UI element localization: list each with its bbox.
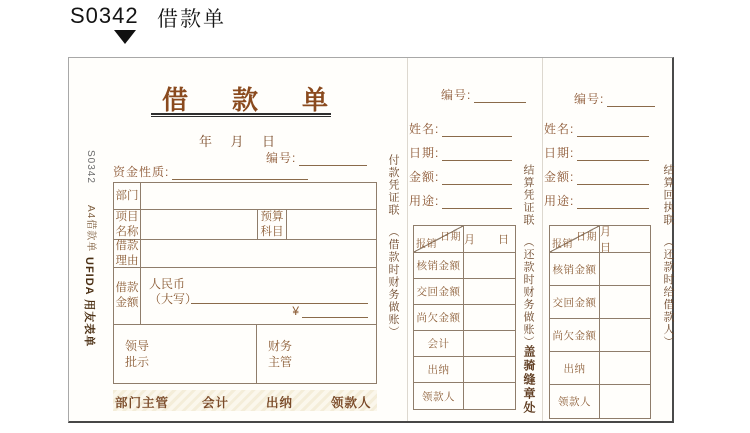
loan-detail-table (113, 182, 377, 384)
spine-form-code: S0342 (85, 150, 96, 184)
table-row: 尚欠金额 (550, 319, 650, 352)
leader-approval-cell: 领导批示 (114, 325, 257, 383)
serial-field: 编号: (266, 149, 367, 166)
right-name-field: 姓名: (544, 120, 649, 137)
spine-product-name: A4借款单 (85, 205, 96, 253)
input-cell (464, 383, 515, 409)
fund-nature-field: 资金性质: (113, 163, 308, 180)
mid-name-field: 姓名: (409, 120, 512, 137)
left-stub-text: 付款凭证联（借款时财务做账） (387, 154, 399, 338)
amount-label: 借款金额 (114, 268, 141, 324)
mid-stub-text: 结算凭证联（还款时财务做账） (522, 164, 534, 348)
riding-seal-text: 盖骑缝章处 (522, 345, 536, 415)
table-row (414, 226, 515, 253)
perforation-line-2 (542, 58, 543, 421)
table-row: 出纳 (550, 352, 650, 385)
table-row (114, 183, 376, 210)
month-day-header: 月 日 (600, 226, 634, 254)
form-title: 借款单 (161, 85, 372, 115)
mid-settlement-table (413, 225, 516, 410)
spine-brand-logo: UFIDA 用友表单 (83, 257, 95, 348)
date-month-label: 月 (230, 134, 244, 149)
input-cell (464, 357, 515, 382)
page-header-title: 借款单 (157, 8, 226, 31)
sig-dept-manager: 部门主管 (115, 396, 170, 410)
table-row: 领款人 (414, 383, 515, 409)
amount-input-cell (141, 268, 376, 324)
project-label: 项目名称 (114, 210, 141, 239)
input-cell (600, 385, 650, 418)
mid-serial-blank-line (474, 92, 526, 103)
table-row (550, 226, 650, 253)
reason-label: 借款理由 (114, 240, 141, 267)
table-row (114, 210, 376, 240)
input-cell (600, 253, 650, 285)
table-row (114, 268, 376, 325)
sig-cashier: 出纳 (266, 396, 294, 410)
serial-blank-line (299, 155, 367, 166)
perforation-line-1 (407, 58, 408, 421)
date-year-label: 年 (199, 134, 213, 149)
table-row (114, 240, 376, 268)
budget-input-cell (287, 210, 376, 239)
table-row: 会计 (414, 331, 515, 357)
table-row: 核销金额 (550, 253, 650, 286)
right-serial-field: 编号: (574, 90, 655, 107)
table-row: 核销金额 (414, 253, 515, 279)
project-input-cell (141, 210, 257, 239)
down-triangle-icon (114, 30, 136, 44)
table-row: 交回金额 (414, 279, 515, 305)
sig-accountant: 会计 (202, 396, 230, 410)
yuan-symbol: ¥ (292, 304, 299, 318)
budget-label: 预算科目 (257, 210, 287, 239)
right-stub-text: 结算回执联（还款时给借款人） (662, 164, 674, 348)
input-cell (600, 286, 650, 318)
table-row: 出纳 (414, 357, 515, 383)
mid-purpose-field: 用途: (409, 192, 512, 209)
month-day-header: 月 日 (464, 234, 515, 246)
diagonal-header-cell: 日期 报销 (414, 226, 464, 252)
amount-words-label-2: （大写） (149, 292, 198, 306)
amount-words-label-1: 人民币 (149, 277, 186, 291)
right-serial-blank-line (607, 96, 655, 107)
diagonal-header-cell: 日期 报销 (550, 226, 600, 252)
input-cell (464, 305, 515, 330)
input-cell (464, 253, 515, 278)
signature-strip (113, 390, 377, 411)
input-cell (464, 279, 515, 304)
right-date-field: 日期: (544, 144, 649, 161)
finance-manager-cell: 财务主管 (268, 338, 293, 369)
form-sheet (68, 57, 674, 423)
mid-serial-field: 编号: (441, 86, 526, 103)
right-amount-field: 金额: (544, 168, 649, 185)
sig-payee: 领款人 (331, 396, 372, 410)
input-cell (600, 319, 650, 351)
input-cell (464, 331, 515, 356)
input-cell (600, 352, 650, 384)
amount-numeric-blank-line (302, 307, 368, 318)
mid-date-field: 日期: (409, 144, 512, 161)
dept-label: 部门 (114, 183, 141, 209)
right-settlement-table (549, 225, 651, 419)
table-row: 尚欠金额 (414, 305, 515, 331)
amount-numeric-field (292, 304, 368, 318)
mid-amount-field: 金额: (409, 168, 512, 185)
title-double-rule (151, 113, 331, 117)
date-row (199, 131, 275, 150)
fund-nature-blank-line (172, 169, 308, 180)
table-row: 交回金额 (550, 286, 650, 319)
date-day-label: 日 (261, 134, 275, 149)
right-purpose-field: 用途: (544, 192, 649, 209)
reason-input-cell (141, 240, 376, 267)
table-row (114, 325, 376, 383)
page-header-code: S0342 (70, 3, 139, 28)
dept-input-cell (141, 183, 376, 209)
table-row: 领款人 (550, 385, 650, 418)
